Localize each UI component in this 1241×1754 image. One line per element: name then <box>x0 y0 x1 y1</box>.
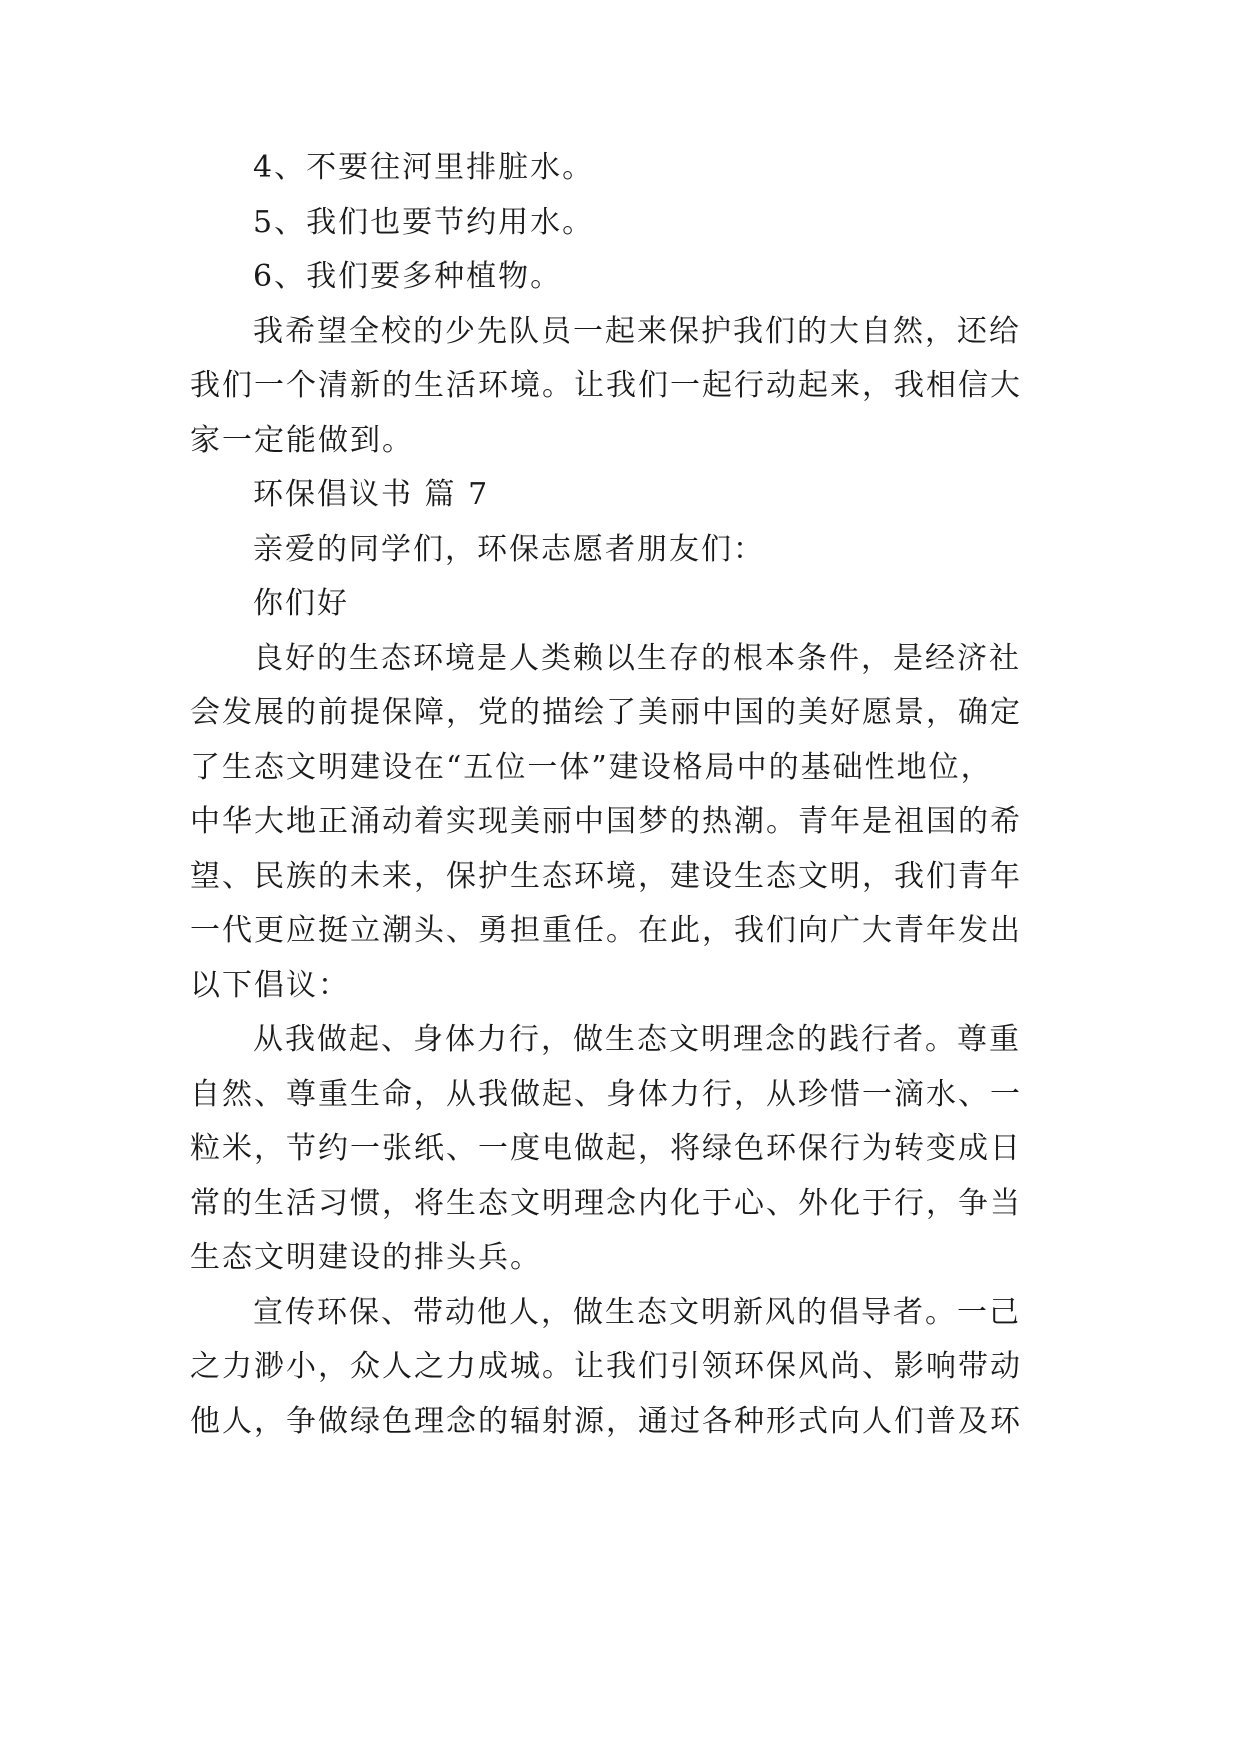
paragraph-line: 中华大地正涌动着实现美丽中国梦的热潮。青年是祖国的希 <box>190 804 1022 839</box>
paragraph-line: 粒米，节约一张纸、一度电做起，将绿色环保行为转变成日 <box>190 1131 1022 1166</box>
paragraph-line: 良好的生态环境是人类赖以生存的根本条件，是经济社 <box>253 641 1021 676</box>
paragraph-line: 他人，争做绿色理念的辐射源，通过各种形式向人们普及环 <box>190 1404 1022 1439</box>
paragraph-line: 常的生活习惯，将生态文明理念内化于心、外化于行，争当 <box>190 1186 1022 1221</box>
paragraph-line: 家一定能做到。 <box>190 423 414 458</box>
paragraph-line: 宣传环保、带动他人，做生态文明新风的倡导者。一己 <box>253 1295 1021 1330</box>
section-heading: 环保倡议书 篇 7 <box>253 477 490 512</box>
list-item-5: 5、我们也要节约用水。 <box>253 205 595 240</box>
paragraph-line: 我们一个清新的生活环境。让我们一起行动起来，我相信大 <box>190 368 1022 403</box>
paragraph-line: 生态文明建设的排头兵。 <box>190 1240 542 1275</box>
paragraph-line: 了生态文明建设在“五位一体”建设格局中的基础性地位， <box>190 750 993 785</box>
salutation: 亲爱的同学们，环保志愿者朋友们： <box>253 532 765 567</box>
paragraph-line: 之力渺小，众人之力成城。让我们引领环保风尚、影响带动 <box>190 1349 1022 1384</box>
list-item-4: 4、不要往河里排脏水。 <box>253 150 595 185</box>
list-item-6: 6、我们要多种植物。 <box>253 259 563 294</box>
paragraph-line: 以下倡议： <box>190 968 350 1003</box>
paragraph-line: 从我做起、身体力行，做生态文明理念的践行者。尊重 <box>253 1022 1021 1057</box>
greeting: 你们好 <box>253 586 349 621</box>
paragraph-line: 会发展的前提保障，党的描绘了美丽中国的美好愿景，确定 <box>190 695 1022 730</box>
paragraph-line: 我希望全校的少先队员一起来保护我们的大自然，还给 <box>253 314 1021 349</box>
paragraph-line: 一代更应挺立潮头、勇担重任。在此，我们向广大青年发出 <box>190 913 1022 948</box>
paragraph-line: 自然、尊重生命，从我做起、身体力行，从珍惜一滴水、一 <box>190 1077 1022 1112</box>
paragraph-line: 望、民族的未来，保护生态环境，建设生态文明，我们青年 <box>190 859 1022 894</box>
